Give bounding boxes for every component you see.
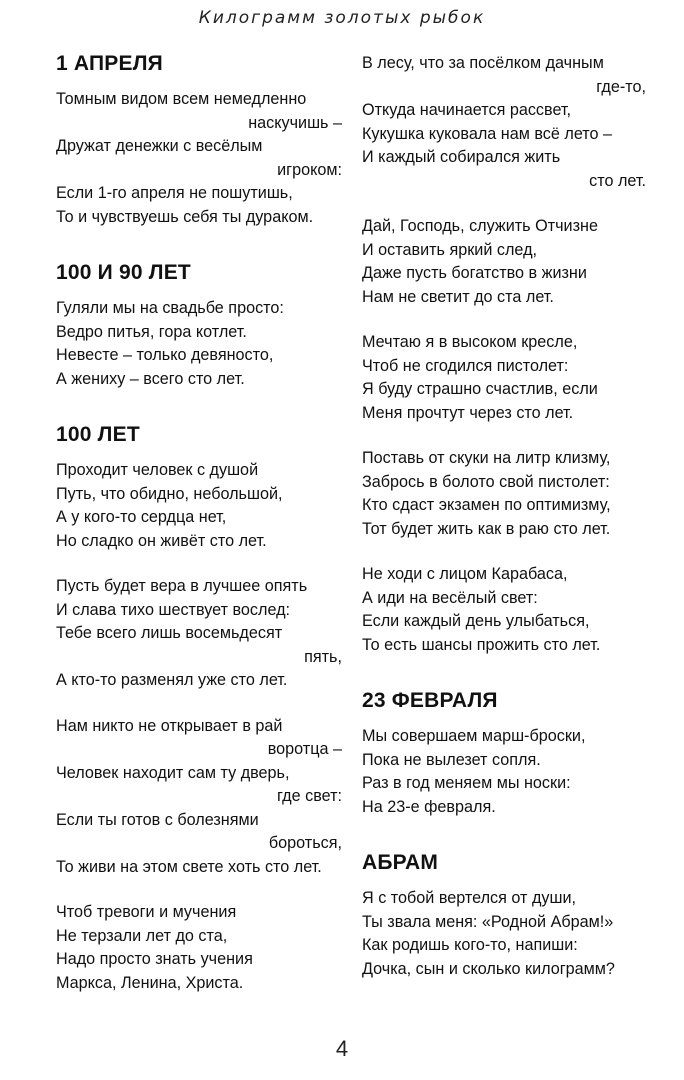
stanza — [362, 563, 646, 657]
poem-title: 100 ЛЕТ — [56, 423, 140, 446]
verse-line: В лесу, что за посёлком дачным — [362, 54, 604, 72]
verse-line: игроком: — [277, 160, 342, 179]
verse-line: Человек находит сам ту дверь, — [56, 763, 290, 782]
verse-line: И каждый собирался жить — [362, 148, 561, 166]
verse-line: Нам не светит до ста лет. — [362, 287, 554, 306]
verse-line: Невесте – только девяносто, — [56, 346, 274, 364]
verse-line: Маркса, Ленина, Христа. — [56, 973, 244, 992]
stanza — [56, 901, 342, 995]
verse-line: Не терзали лет до ста, — [56, 926, 228, 945]
stanza — [362, 52, 646, 193]
stanza — [362, 725, 646, 819]
verse-line: Тот будет жить как в раю сто лет. — [362, 519, 611, 538]
verse-line: А у кого-то сердца нет, — [56, 508, 227, 526]
stanza — [56, 88, 342, 229]
verse-line: Дружат денежки с весёлым — [56, 137, 263, 155]
verse-line: И оставить яркий след, — [362, 240, 538, 259]
verse-line: где-то, — [596, 77, 646, 96]
verse-line: То и чувствуешь себя ты дураком. — [56, 207, 314, 226]
verse-line: Тебе всего лишь восемьдесят — [56, 624, 283, 642]
stanza — [362, 215, 646, 309]
poem — [56, 423, 342, 995]
stanza — [56, 297, 342, 391]
poem-continuation — [362, 52, 646, 657]
verse-line: Откуда начинается рассвет, — [362, 101, 572, 119]
verse-line: А иди на весёлый свет: — [362, 588, 538, 607]
verse-line: Забрось в болото свой пистолет: — [362, 472, 610, 491]
right-column — [362, 52, 646, 1013]
verse-line: Пока не вылезет сопля. — [362, 750, 541, 769]
verse-line: Ведро питья, гора котлет. — [56, 322, 247, 341]
poem-title: 1 АПРЕЛЯ — [56, 52, 163, 75]
poem — [56, 261, 342, 391]
verse-line: То живи на этом свете хоть сто лет. — [56, 857, 322, 876]
poem — [56, 52, 342, 229]
stanza — [56, 715, 342, 880]
verse-line: Меня прочтут через сто лет. — [362, 403, 574, 422]
verse-line: Дай, Господь, служить Отчизне — [362, 217, 598, 235]
verse-line: Если каждый день улыбаться, — [362, 612, 590, 630]
verse-line: Путь, что обидно, небольшой, — [56, 484, 283, 503]
left-column — [56, 52, 342, 1027]
verse-line: пять, — [304, 647, 342, 666]
verse-line: наскучишь – — [248, 113, 342, 132]
verse-line: где свет: — [276, 787, 342, 805]
verse-line: Раз в год меняем мы носки: — [362, 774, 571, 792]
verse-line: Надо просто знать учения — [56, 950, 253, 968]
verse-line: воротца – — [267, 740, 342, 758]
verse-line: И слава тихо шествует вослед: — [56, 600, 291, 619]
verse-line: Томным видом всем немедленно — [56, 90, 307, 108]
verse-line: Я буду страшно счастлив, если — [362, 380, 598, 398]
verse-line: Ты звала меня: «Родной Абрам!» — [362, 912, 614, 931]
verse-line: Пусть будет вера в лучшее опять — [56, 577, 308, 595]
verse-line: Если 1-го апреля не пошутишь, — [56, 184, 293, 202]
page-number: 4 — [335, 1036, 349, 1061]
verse-line: Мечтаю я в высоком кресле, — [362, 333, 578, 351]
verse-line: Не ходи с лицом Карабаса, — [362, 565, 568, 583]
poem-title: 100 И 90 ЛЕТ — [56, 261, 191, 284]
verse-line: Проходит человек с душой — [56, 461, 259, 479]
verse-line: А кто-то разменял уже сто лет. — [56, 671, 288, 689]
verse-line: На 23-е февраля. — [362, 797, 496, 816]
verse-line: Если ты готов с болезнями — [56, 810, 259, 829]
verse-line: Я с тобой вертелся от души, — [362, 889, 577, 907]
verse-line: Нам никто не открывает в рай — [56, 716, 283, 735]
stanza — [56, 575, 342, 693]
verse-line: Гуляли мы на свадьбе просто: — [56, 299, 284, 317]
verse-line: Кто сдаст экзамен по оптимизму, — [362, 496, 611, 514]
running-header: Килограмм золотых рыбок — [198, 8, 486, 28]
verse-line: Кукушка куковала нам всё лето – — [362, 124, 613, 143]
verse-line: То есть шансы прожить сто лет. — [362, 635, 601, 654]
verse-line: Чтоб не сгодился пистолет: — [362, 356, 569, 375]
poem-title: 23 ФЕВРАЛЯ — [362, 689, 498, 712]
verse-line: А жениху – всего сто лет. — [56, 369, 245, 388]
verse-line: Чтоб тревоги и мучения — [56, 903, 237, 921]
stanza — [362, 887, 646, 981]
stanza — [362, 331, 646, 425]
verse-line: Но сладко он живёт сто лет. — [56, 531, 267, 550]
poem — [362, 689, 646, 819]
verse-line: сто лет. — [589, 171, 646, 190]
verse-line: Поставь от скуки на литр клизму, — [362, 449, 611, 467]
poem-title: АБРАМ — [362, 851, 439, 874]
verse-line: Как родишь кого-то, напиши: — [362, 936, 578, 954]
verse-line: Даже пусть богатство в жизни — [362, 264, 587, 282]
verse-line: бороться, — [268, 834, 342, 852]
poem — [362, 851, 646, 981]
verse-line: Мы совершаем марш-броски, — [362, 727, 586, 745]
verse-line: Дочка, сын и сколько килограмм? — [362, 959, 615, 978]
stanza — [56, 459, 342, 553]
stanza — [362, 447, 646, 541]
